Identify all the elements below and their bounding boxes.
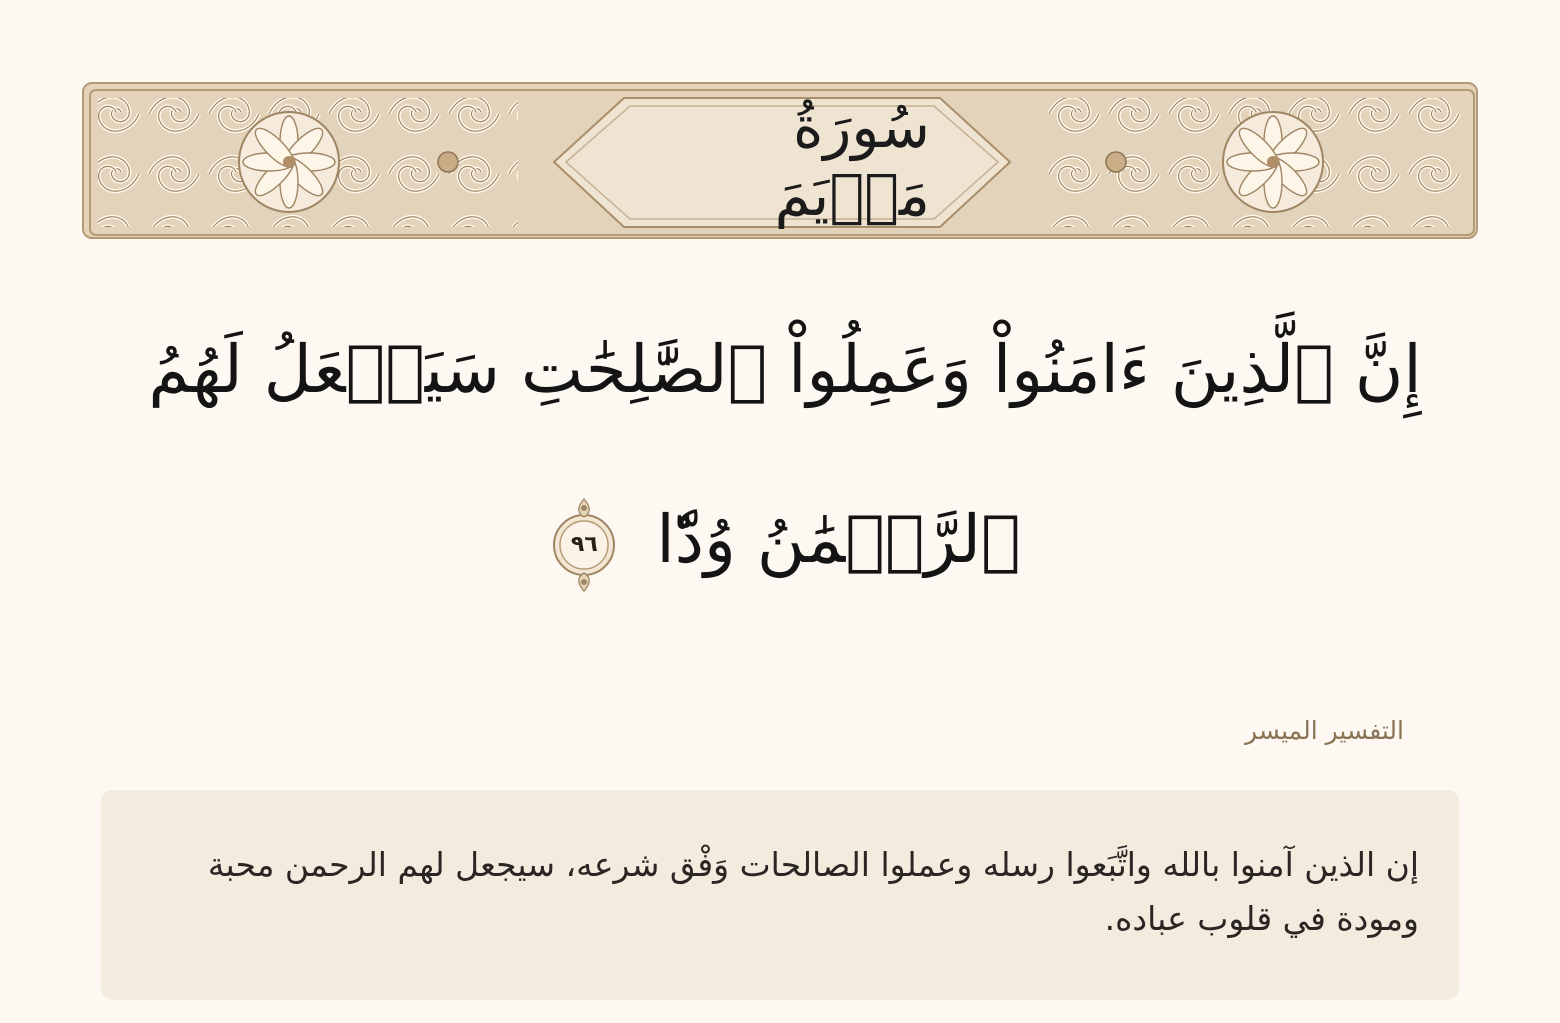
verse-line-1: إِنَّ ٱلَّذِينَ ءَامَنُواْ وَعَمِلُواْ ٱلصَّٰلِحَٰتِ سَيَجۡعَلُ لَهُمُ [148, 331, 1422, 408]
surah-header-banner [82, 82, 1478, 239]
tafsir-text: إن الذين آمنوا بالله واتَّبَعوا رسله وعملوا الصالحات وَفْق شرعه، سيجعل لهم الرحمن محبة ومودة في قلوب عباده. [207, 845, 1419, 938]
surah-name: سُورَةُ مَرۡيَمَ [774, 92, 930, 229]
floral-rosette-icon [1223, 112, 1323, 212]
tafsir-box [101, 790, 1459, 1000]
ayah-number: ٩٦ [570, 532, 598, 557]
tafsir-title: التفسير الميسر [1245, 716, 1404, 745]
verse-text [90, 285, 1480, 625]
verse-line-2-text: ٱلرَّحۡمَٰنُ وُدّٗا [656, 501, 1021, 578]
floral-rosette-icon [239, 112, 339, 212]
ayah-end-marker [549, 495, 619, 595]
verse-line-2 [90, 455, 1480, 625]
